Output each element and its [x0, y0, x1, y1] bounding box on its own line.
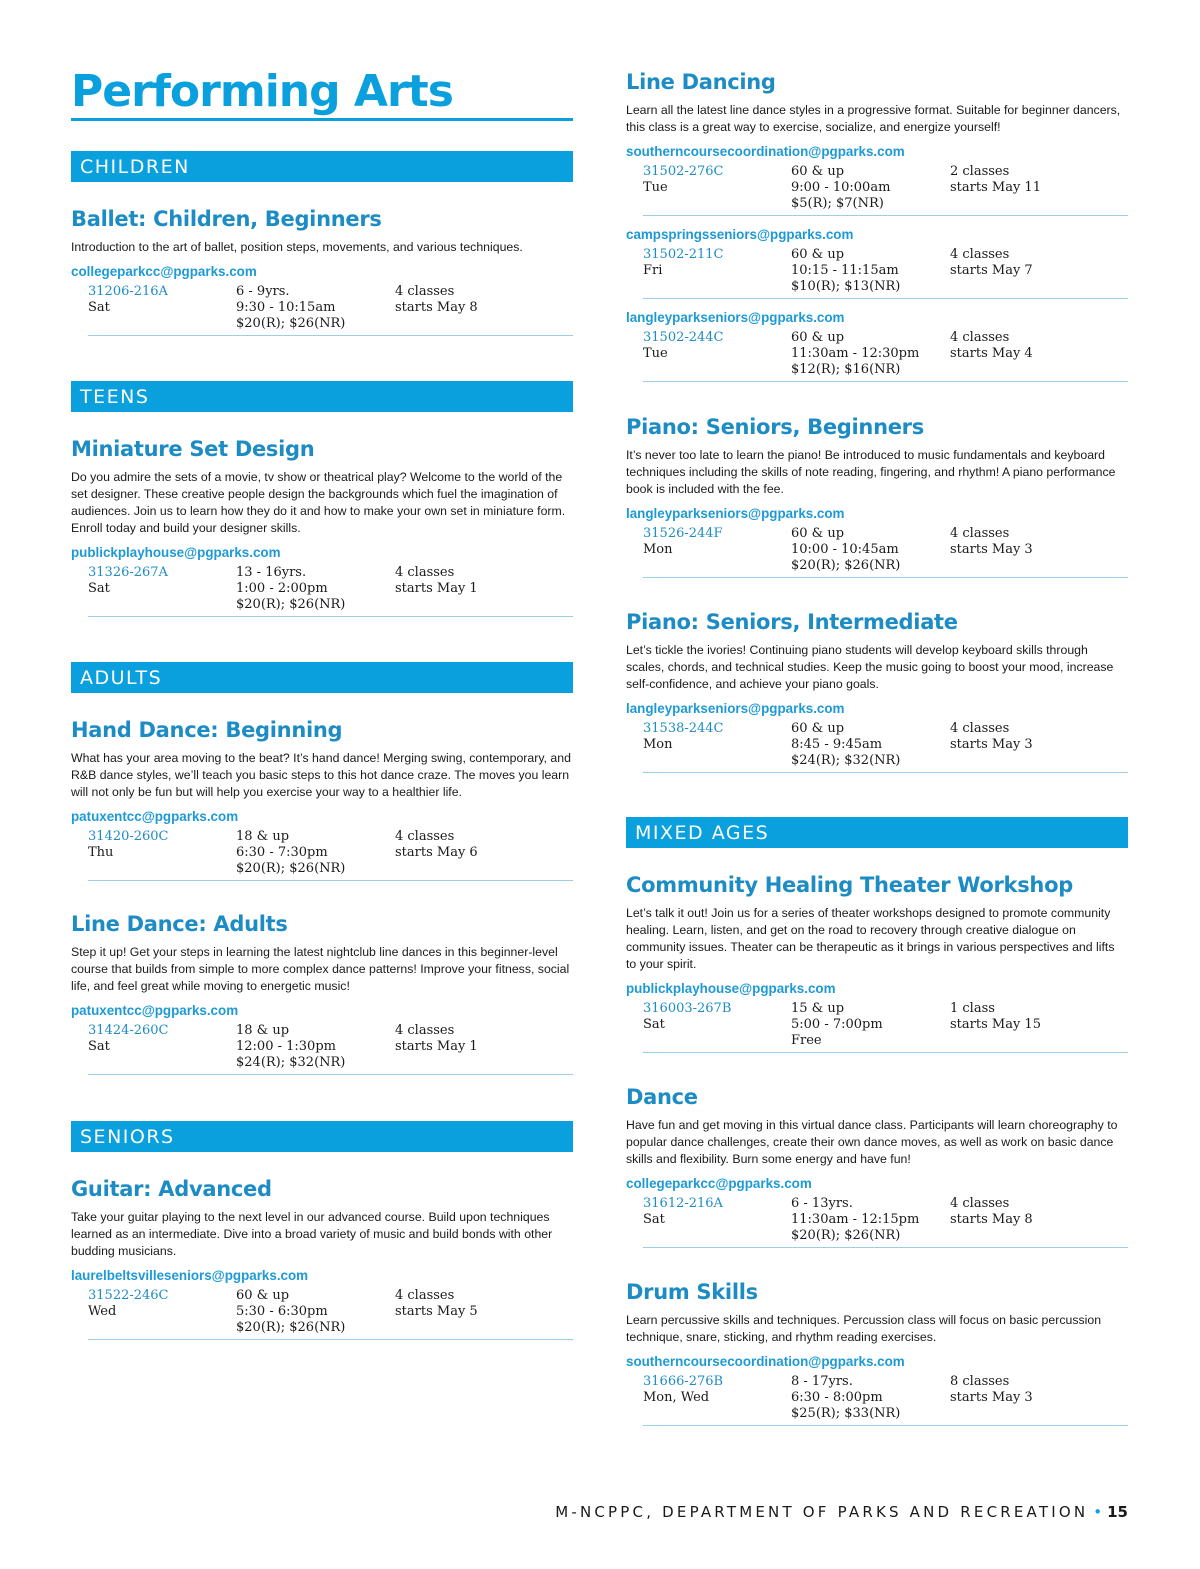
course-code: 31502-211C	[643, 247, 724, 262]
course-description: Have fun and get moving in this virtual dance class. Participants will learn choreography to popular dance challenges, create their own dance moves, as well as work on basic dance skills and flexibility. Burn some energy and have fun!	[626, 1118, 1118, 1166]
course-day: Wed	[88, 1304, 117, 1319]
course-count: 4 classes	[950, 247, 1010, 262]
course-count: 4 classes	[395, 1023, 455, 1038]
course-title: Ballet: Children, Beginners	[71, 207, 382, 231]
course-title: Drum Skills	[626, 1280, 758, 1304]
course-time: 9:30 - 10:15am	[236, 300, 336, 315]
course-fee: $5(R); $7(NR)	[791, 196, 884, 211]
course-title: Piano: Seniors, Beginners	[626, 415, 924, 439]
course-code: 31612-216A	[643, 1196, 723, 1211]
course-start: starts May 6	[395, 845, 478, 860]
course-start: starts May 3	[950, 1390, 1033, 1405]
course-description: Introduction to the art of ballet, position steps, movements, and various techniques.	[71, 240, 523, 254]
course-day: Sat	[643, 1017, 665, 1032]
course-day: Tue	[643, 180, 668, 195]
course-age: 60 & up	[791, 526, 845, 541]
course-title: Miniature Set Design	[71, 437, 315, 461]
course-time: 9:00 - 10:00am	[791, 180, 891, 195]
course-code: 31526-244F	[643, 526, 723, 541]
course-count: 4 classes	[395, 284, 455, 299]
footer-org: M-NCPPC, DEPARTMENT OF PARKS AND RECREATION	[555, 1503, 1089, 1521]
course-title: Line Dance: Adults	[71, 912, 288, 936]
course-start: starts May 3	[950, 542, 1033, 557]
schedule-row	[88, 284, 573, 336]
course-start: starts May 3	[950, 737, 1033, 752]
schedule-row	[88, 829, 573, 881]
schedule-row	[88, 1288, 573, 1340]
course-time: 10:00 - 10:45am	[791, 542, 899, 557]
course-age: 6 - 9yrs.	[236, 284, 290, 299]
course-start: starts May 8	[950, 1212, 1033, 1227]
course-time: 12:00 - 1:30pm	[236, 1039, 336, 1054]
course-count: 4 classes	[950, 721, 1010, 736]
course-fee: $12(R); $16(NR)	[791, 362, 901, 377]
course-description: Do you admire the sets of a movie, tv show or theatrical play? Welcome to the world of the set designer. These creative people design the backgrounds which fuel the imagination of audiences. Join us to learn how they do it and how to make your own set in miniature form. Enroll today and build your designer skills.	[71, 470, 566, 535]
course-time: 6:30 - 8:00pm	[791, 1390, 883, 1405]
course-code: 31424-260C	[88, 1023, 169, 1038]
course-fee: $24(R); $32(NR)	[791, 753, 901, 768]
course-age: 60 & up	[236, 1288, 290, 1303]
course-description: Let’s talk it out! Join us for a series of theater workshops designed to promote community healing. Learn, listen, and get on the road to recovery through creative dialogue on community issues. Theater can be therapeutic as it brings in various perspectives and lifts to your spirit.	[626, 906, 1115, 971]
course-description: Let’s tickle the ivories! Continuing piano students will develop keyboard skills through scales, chords, and technical studies. Keep the music going to boost your mood, increase self-confidence, and achieve your piano goals.	[626, 643, 1114, 691]
section-header-mixed-ages: MIXED AGES	[626, 817, 1128, 848]
course-age: 15 & up	[791, 1001, 845, 1016]
course-code: 31502-244C	[643, 330, 724, 345]
course-age: 60 & up	[791, 164, 845, 179]
course-count: 4 classes	[950, 1196, 1010, 1211]
course-time: 10:15 - 11:15am	[791, 263, 899, 278]
course-title: Piano: Seniors, Intermediate	[626, 610, 958, 634]
footer-bullet: •	[1093, 1503, 1103, 1521]
contact-email-link[interactable]: laurelbeltsvilleseniors@pgparks.com	[71, 1268, 309, 1283]
course-start: starts May 1	[395, 581, 478, 596]
course-age: 18 & up	[236, 1023, 290, 1038]
course-time: 11:30am - 12:15pm	[791, 1212, 920, 1227]
course-age: 60 & up	[791, 247, 845, 262]
course-description: It’s never too late to learn the piano! Be introduced to music fundamentals and keyboard techniques including the skills of note reading, fingering, and rhythm! A piano performance book is included with the fee.	[626, 448, 1116, 496]
course-time: 8:45 - 9:45am	[791, 737, 883, 752]
course-code: 316003-267B	[643, 1001, 732, 1016]
course-count: 4 classes	[950, 526, 1010, 541]
contact-email-link[interactable]: collegeparkcc@pgparks.com	[71, 264, 257, 279]
course-line-dance-adults	[71, 910, 573, 1075]
course-description: Step it up! Get your steps in learning the latest nightclub line dances in this beginner-level course that builds from simple to more complex dance patterns! Improve your fitness, social life, and feel great while moving to energetic music!	[71, 945, 570, 993]
course-start: starts May 1	[395, 1039, 478, 1054]
schedule-row	[643, 1196, 1128, 1248]
section-header-adults: ADULTS	[71, 662, 573, 693]
course-piano-intermediate	[626, 608, 1128, 773]
section-header-seniors: SENIORS	[71, 1121, 573, 1152]
course-day: Tue	[643, 346, 668, 361]
course-fee: $20(R); $26(NR)	[236, 1320, 346, 1335]
course-fee: $20(R); $26(NR)	[791, 558, 901, 573]
course-time: 11:30am - 12:30pm	[791, 346, 920, 361]
page-footer	[555, 1503, 1128, 1521]
course-count: 8 classes	[950, 1374, 1010, 1389]
course-start: starts May 7	[950, 263, 1033, 278]
course-title: Line Dancing	[626, 70, 776, 94]
course-code: 31502-276C	[643, 164, 724, 179]
course-description: What has your area moving to the beat? It’s hand dance! Merging swing, contemporary, and R&B dance styles, we’ll teach you basic steps to this hot dance craze. The moves you learn will not only be fun but will help you exercise your way to a healthier life.	[71, 751, 571, 799]
section-header-teens: TEENS	[71, 381, 573, 412]
schedule-row	[643, 1001, 1128, 1053]
course-title: Community Healing Theater Workshop	[626, 873, 1073, 897]
course-drum-skills	[626, 1278, 1128, 1426]
contact-email-link[interactable]: southerncoursecoordination@pgparks.com	[626, 144, 905, 159]
contact-email-link[interactable]: patuxentcc@pgparks.com	[71, 1003, 239, 1018]
course-time: 5:00 - 7:00pm	[791, 1017, 883, 1032]
course-dance	[626, 1083, 1128, 1248]
course-start: starts May 15	[950, 1017, 1041, 1032]
course-day: Sat	[88, 300, 110, 315]
schedule-row	[88, 565, 573, 617]
course-time: 5:30 - 6:30pm	[236, 1304, 328, 1319]
course-title: Hand Dance: Beginning	[71, 718, 343, 742]
course-community-healing	[626, 871, 1128, 1053]
contact-email-link[interactable]: publickplayhouse@pgparks.com	[626, 981, 836, 996]
course-description: Take your guitar playing to the next level in our advanced course. Build upon techniques learned as an intermediate. Dive into a broad variety of music and build bonds with other budding musicians.	[71, 1210, 553, 1258]
course-hand-dance	[71, 716, 573, 881]
course-day: Sat	[643, 1212, 665, 1227]
contact-email-link[interactable]: campspringsseniors@pgparks.com	[626, 227, 854, 242]
course-day: Mon, Wed	[643, 1390, 710, 1405]
course-count: 4 classes	[395, 1288, 455, 1303]
course-age: 18 & up	[236, 829, 290, 844]
course-ballet	[71, 205, 573, 336]
course-fee: $20(R); $26(NR)	[236, 316, 346, 331]
course-description: Learn all the latest line dance styles in a progressive format. Suitable for beginner dancers, this class is a great way to exercise, socialize, and energize yourself!	[626, 103, 1121, 134]
course-time: 1:00 - 2:00pm	[236, 581, 328, 596]
course-start: starts May 8	[395, 300, 478, 315]
course-fee: $10(R); $13(NR)	[791, 279, 901, 294]
course-day: Sat	[88, 581, 110, 596]
course-title: Dance	[626, 1085, 698, 1109]
course-line-dancing	[626, 68, 1128, 382]
course-miniature-set-design	[71, 435, 573, 617]
section-header-children: CHILDREN	[71, 151, 573, 182]
course-fee: $20(R); $26(NR)	[236, 597, 346, 612]
contact-email-link[interactable]: southerncoursecoordination@pgparks.com	[626, 1354, 905, 1369]
contact-email-link[interactable]: langleyparkseniors@pgparks.com	[626, 310, 845, 325]
course-time: 6:30 - 7:30pm	[236, 845, 328, 860]
course-fee: Free	[791, 1033, 822, 1048]
course-day: Sat	[88, 1039, 110, 1054]
course-start: starts May 4	[950, 346, 1033, 361]
course-description: Learn percussive skills and techniques. Percussion class will focus on basic percussion technique, snare, sticking, and rhythm reading exercises.	[626, 1313, 1102, 1344]
course-code: 31326-267A	[88, 565, 168, 580]
course-code: 31538-244C	[643, 721, 724, 736]
course-start: starts May 5	[395, 1304, 478, 1319]
course-fee: $25(R); $33(NR)	[791, 1406, 901, 1421]
course-age: 60 & up	[791, 330, 845, 345]
course-age: 8 - 17yrs.	[791, 1374, 853, 1389]
contact-email-link[interactable]: publickplayhouse@pgparks.com	[71, 545, 281, 560]
course-count: 2 classes	[950, 164, 1010, 179]
course-title: Guitar: Advanced	[71, 1177, 272, 1201]
contact-email-link[interactable]: collegeparkcc@pgparks.com	[626, 1176, 812, 1191]
course-day: Fri	[643, 263, 663, 278]
course-age: 60 & up	[791, 721, 845, 736]
course-day: Thu	[88, 845, 114, 860]
course-code: 31420-260C	[88, 829, 169, 844]
schedule-row	[643, 526, 1128, 578]
course-count: 1 class	[950, 1001, 995, 1016]
course-fee: $20(R); $26(NR)	[236, 861, 346, 876]
course-count: 4 classes	[395, 829, 455, 844]
schedule-row	[643, 1374, 1128, 1426]
course-piano-beginners	[626, 413, 1128, 578]
contact-email-link[interactable]: langleyparkseniors@pgparks.com	[626, 701, 845, 716]
schedule-row	[643, 247, 1128, 299]
schedule-row	[88, 1023, 573, 1075]
course-code: 31522-246C	[88, 1288, 169, 1303]
schedule-row	[643, 164, 1128, 216]
course-day: Mon	[643, 737, 673, 752]
contact-email-link[interactable]: patuxentcc@pgparks.com	[71, 809, 239, 824]
course-count: 4 classes	[395, 565, 455, 580]
course-start: starts May 11	[950, 180, 1041, 195]
course-age: 13 - 16yrs.	[236, 565, 307, 580]
contact-email-link[interactable]: langleyparkseniors@pgparks.com	[626, 506, 845, 521]
schedule-row	[643, 330, 1128, 382]
course-code: 31666-276B	[643, 1374, 724, 1389]
course-fee: $20(R); $26(NR)	[791, 1228, 901, 1243]
course-count: 4 classes	[950, 330, 1010, 345]
course-day: Mon	[643, 542, 673, 557]
page-title: Performing Arts	[71, 66, 573, 121]
course-age: 6 - 13yrs.	[791, 1196, 853, 1211]
course-code: 31206-216A	[88, 284, 168, 299]
course-fee: $24(R); $32(NR)	[236, 1055, 346, 1070]
page-number: 15	[1107, 1503, 1128, 1521]
schedule-row	[643, 721, 1128, 773]
course-guitar-advanced	[71, 1175, 573, 1340]
